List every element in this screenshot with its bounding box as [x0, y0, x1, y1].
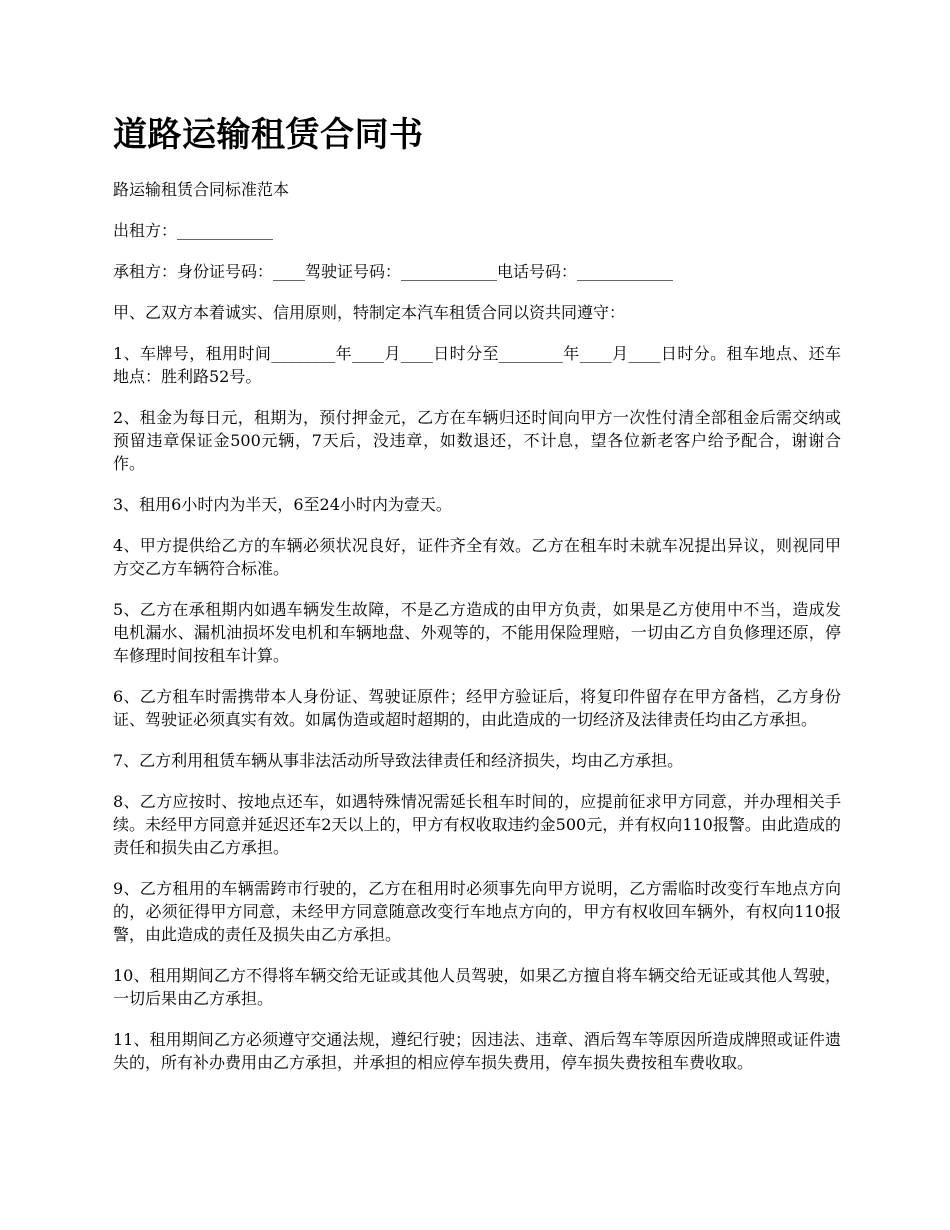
- preamble: 甲、乙双方本着诚实、信用原则，特制定本汽车租赁合同以资共同遵守：: [113, 303, 626, 322]
- clause-3: 3、租用6小时内为半天，6至24小时内为壹天。: [113, 495, 452, 514]
- clause-1: 1、车牌号，租用时间________年____月____日时分至________年____月____日时分。租车地点、还车地点：胜利路52号。: [113, 344, 841, 386]
- clause-4: 4、甲方提供给乙方的车辆必须状况良好，证件齐全有效。乙方在租车时未就车况提出异议，则视同甲方交乙方车辆符合标准。: [113, 536, 841, 578]
- clause-8: 8、乙方应按时、按地点还车，如遇特殊情况需延长租车时间的，应提前征求甲方同意，并办理相关手续。未经甲方同意并延迟还车2天以上的，甲方有权收取违约金500元，并有权向110报警。由此造成的责任和损失由乙方承担。: [113, 792, 841, 857]
- document-title: 道路运输租赁合同书: [113, 115, 424, 155]
- clause-10: 10、租用期间乙方不得将车辆交给无证或其他人员驾驶，如果乙方擅自将车辆交给无证或其他人驾驶，一切后果由乙方承担。: [113, 966, 841, 1008]
- document-page: [113, 112, 841, 1092]
- document-subtitle: 路运输租赁合同标准范本: [113, 180, 290, 199]
- lessor-line: 出租方：____________: [113, 221, 274, 240]
- clause-11: 11、租用期间乙方必须遵守交通法规，遵纪行驶；因违法、违章、酒后驾车等原因所造成牌照或证件遗失的，所有补办费用由乙方承担，并承担的相应停车损失费用，停车损失费按租车费收取。: [113, 1030, 841, 1072]
- clause-5: 5、乙方在承租期内如遇车辆发生故障，不是乙方造成的由甲方负责，如果是乙方使用中不当，造成发电机漏水、漏机油损坏发电机和车辆地盘、外观等的，不能用保险理赔，一切由乙方自负修理还原，停车修理时间按租车计算。: [113, 600, 841, 665]
- lessee-line: 承租方：身份证号码：____驾驶证号码：____________电话号码：____________: [113, 262, 674, 281]
- clause-7: 7、乙方利用租赁车辆从事非法活动所导致法律责任和经济损失，均由乙方承担。: [113, 751, 684, 770]
- clause-6: 6、乙方租车时需携带本人身份证、驾驶证原件；经甲方验证后，将复印件留存在甲方备档，乙方身份证、驾驶证必须真实有效。如属伪造或超时超期的，由此造成的一切经济及法律责任均由乙方承担。: [113, 687, 841, 729]
- clause-9: 9、乙方租用的车辆需跨市行驶的，乙方在租用时必须事先向甲方说明，乙方需临时改变行车地点方向的，必须征得甲方同意，未经甲方同意随意改变行车地点方向的，甲方有权收回车辆外，有权向110报警，由此造成的责任及损失由乙方承担。: [113, 879, 841, 944]
- clause-2: 2、租金为每日元，租期为，预付押金元，乙方在车辆归还时间向甲方一次性付清全部租金后需交纳或预留违章保证金500元辆，7天后，没违章，如数退还，不计息，望各位新老客户给予配合，谢谢合作。: [113, 408, 841, 473]
